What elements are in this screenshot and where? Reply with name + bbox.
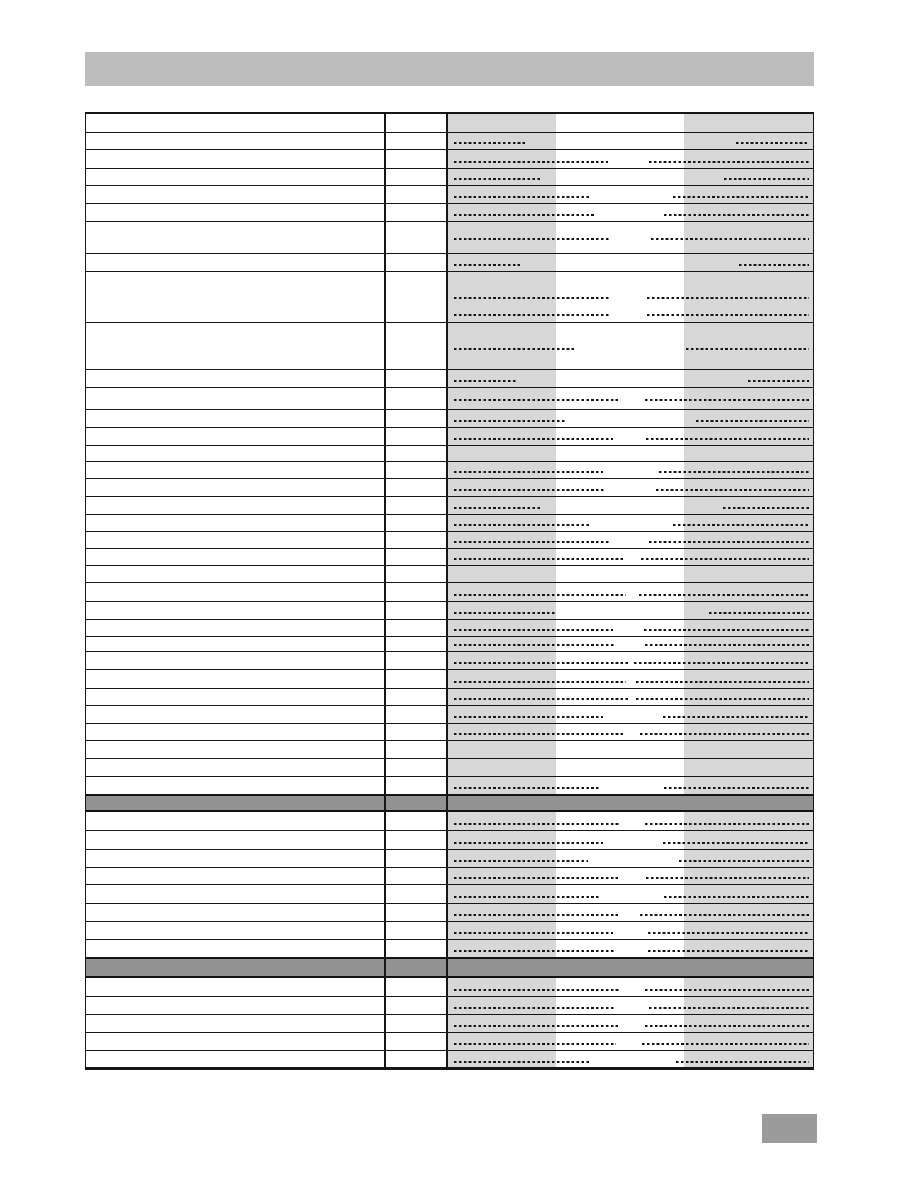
dash-leader xyxy=(673,524,809,526)
dash-leader xyxy=(454,629,613,631)
dash-leader xyxy=(454,1061,590,1063)
dash-leader xyxy=(696,420,809,422)
dash-leader xyxy=(454,399,618,401)
dash-leader xyxy=(647,297,809,299)
section-divider-row xyxy=(86,958,813,978)
dash-leader xyxy=(724,178,809,180)
dash-leader xyxy=(454,214,596,216)
dash-leader xyxy=(646,438,809,440)
dash-leader xyxy=(454,989,620,991)
dash-leader xyxy=(454,914,618,916)
dash-leader xyxy=(454,594,626,596)
dash-leader xyxy=(454,161,608,163)
table-row xyxy=(86,1033,813,1051)
dash-leader xyxy=(454,524,591,526)
dash-leader xyxy=(659,471,809,473)
dash-leader xyxy=(636,681,809,683)
dash-leader xyxy=(454,842,603,844)
dash-leader xyxy=(656,489,809,491)
dash-leader xyxy=(454,733,623,735)
table-row xyxy=(86,1015,813,1033)
dash-leader xyxy=(454,142,525,144)
dash-leader xyxy=(664,214,809,216)
dash-leader xyxy=(648,950,809,952)
dash-leader xyxy=(645,989,809,991)
table-row xyxy=(86,652,813,670)
table-row xyxy=(86,388,813,410)
dash-leader xyxy=(663,716,809,718)
dash-leader xyxy=(454,681,626,683)
column-divider-1 xyxy=(384,114,386,1067)
dash-leader xyxy=(454,1007,615,1009)
dash-leader xyxy=(454,716,603,718)
table-row xyxy=(86,602,813,620)
dash-leader xyxy=(454,612,555,614)
dash-leader xyxy=(648,932,809,934)
dash-leader xyxy=(454,438,613,440)
dash-leader xyxy=(454,471,603,473)
table-row xyxy=(86,370,813,388)
table-row xyxy=(86,637,813,652)
table-row xyxy=(86,850,813,868)
dash-leader xyxy=(646,877,809,879)
dash-leader xyxy=(454,558,625,560)
table-row xyxy=(86,759,813,777)
dash-leader xyxy=(736,142,809,144)
table-rows-container xyxy=(86,114,813,1067)
dash-leader xyxy=(454,950,614,952)
dash-leader xyxy=(649,161,809,163)
dash-leader xyxy=(640,914,809,916)
table-row xyxy=(86,549,813,566)
dash-leader xyxy=(640,733,809,735)
table-row xyxy=(86,741,813,759)
dash-leader xyxy=(454,932,613,934)
table-row xyxy=(86,620,813,637)
dash-leader xyxy=(454,264,520,266)
table-row xyxy=(86,940,813,958)
dash-leader xyxy=(748,380,809,382)
dash-leader xyxy=(645,399,809,401)
dash-leader xyxy=(663,842,809,844)
table-row xyxy=(86,978,813,997)
table-row xyxy=(86,515,813,532)
dash-leader xyxy=(454,297,611,299)
dash-leader xyxy=(664,896,809,898)
table-row xyxy=(86,186,813,204)
table-row xyxy=(86,724,813,741)
dash-leader xyxy=(641,558,809,560)
table-row xyxy=(86,831,813,850)
dash-leader xyxy=(686,348,809,350)
dash-leader xyxy=(676,1061,809,1063)
dash-leader xyxy=(645,644,809,646)
dash-leader xyxy=(454,314,611,316)
dash-leader xyxy=(454,541,611,543)
dash-leader xyxy=(723,507,809,509)
dash-leader xyxy=(673,196,809,198)
dash-leader xyxy=(454,662,630,664)
table-header-row xyxy=(86,114,813,133)
dash-leader xyxy=(709,612,809,614)
section-divider-row xyxy=(86,795,813,812)
dash-leader xyxy=(454,178,540,180)
table-row xyxy=(86,706,813,724)
dash-leader xyxy=(454,877,618,879)
dash-leader xyxy=(739,264,809,266)
dash-leader xyxy=(454,896,600,898)
table-row xyxy=(86,428,813,446)
table-row xyxy=(86,532,813,549)
column-divider-2 xyxy=(446,114,448,1067)
table-row xyxy=(86,204,813,222)
dash-leader xyxy=(454,507,540,509)
dash-leader xyxy=(454,860,588,862)
table-row xyxy=(86,323,813,370)
table-row xyxy=(86,812,813,831)
page-number-box xyxy=(762,1114,817,1143)
table-row xyxy=(86,479,813,497)
table-row xyxy=(86,1051,813,1067)
table-row xyxy=(86,272,813,323)
dash-leader xyxy=(644,629,809,631)
dash-leader xyxy=(454,420,566,422)
table-row xyxy=(86,689,813,706)
dash-leader xyxy=(454,823,620,825)
dash-leader xyxy=(454,348,576,350)
table-row xyxy=(86,997,813,1015)
dash-leader xyxy=(664,787,809,789)
table-row xyxy=(86,222,813,254)
dash-leader xyxy=(454,489,605,491)
dash-leader xyxy=(645,1025,809,1027)
table-row xyxy=(86,885,813,904)
table-row xyxy=(86,904,813,922)
table-row xyxy=(86,446,813,462)
dash-leader xyxy=(649,541,809,543)
dash-leader xyxy=(636,698,809,700)
dash-leader xyxy=(639,594,809,596)
table-row xyxy=(86,133,813,150)
dash-leader xyxy=(645,823,809,825)
table-row xyxy=(86,497,813,515)
dash-leader xyxy=(454,698,628,700)
dash-leader xyxy=(647,314,809,316)
table-row xyxy=(86,868,813,885)
dash-leader xyxy=(454,787,599,789)
dash-leader xyxy=(651,238,809,240)
table-row xyxy=(86,254,813,272)
form-table xyxy=(85,112,814,1070)
dash-leader xyxy=(454,644,615,646)
table-row xyxy=(86,922,813,940)
dash-leader xyxy=(679,860,809,862)
dash-leader xyxy=(454,196,591,198)
title-bar-placeholder xyxy=(85,52,814,86)
table-row xyxy=(86,583,813,602)
table-row xyxy=(86,462,813,479)
dash-leader xyxy=(649,1007,809,1009)
table-row xyxy=(86,410,813,428)
table-row xyxy=(86,670,813,689)
dash-leader xyxy=(642,1043,809,1045)
table-row xyxy=(86,566,813,583)
dash-leader xyxy=(454,380,516,382)
dash-leader xyxy=(454,1043,616,1045)
table-row xyxy=(86,169,813,186)
table-row xyxy=(86,777,813,795)
dash-leader xyxy=(454,1025,618,1027)
table-row xyxy=(86,150,813,169)
dash-leader xyxy=(634,662,809,664)
dash-leader xyxy=(454,238,611,240)
